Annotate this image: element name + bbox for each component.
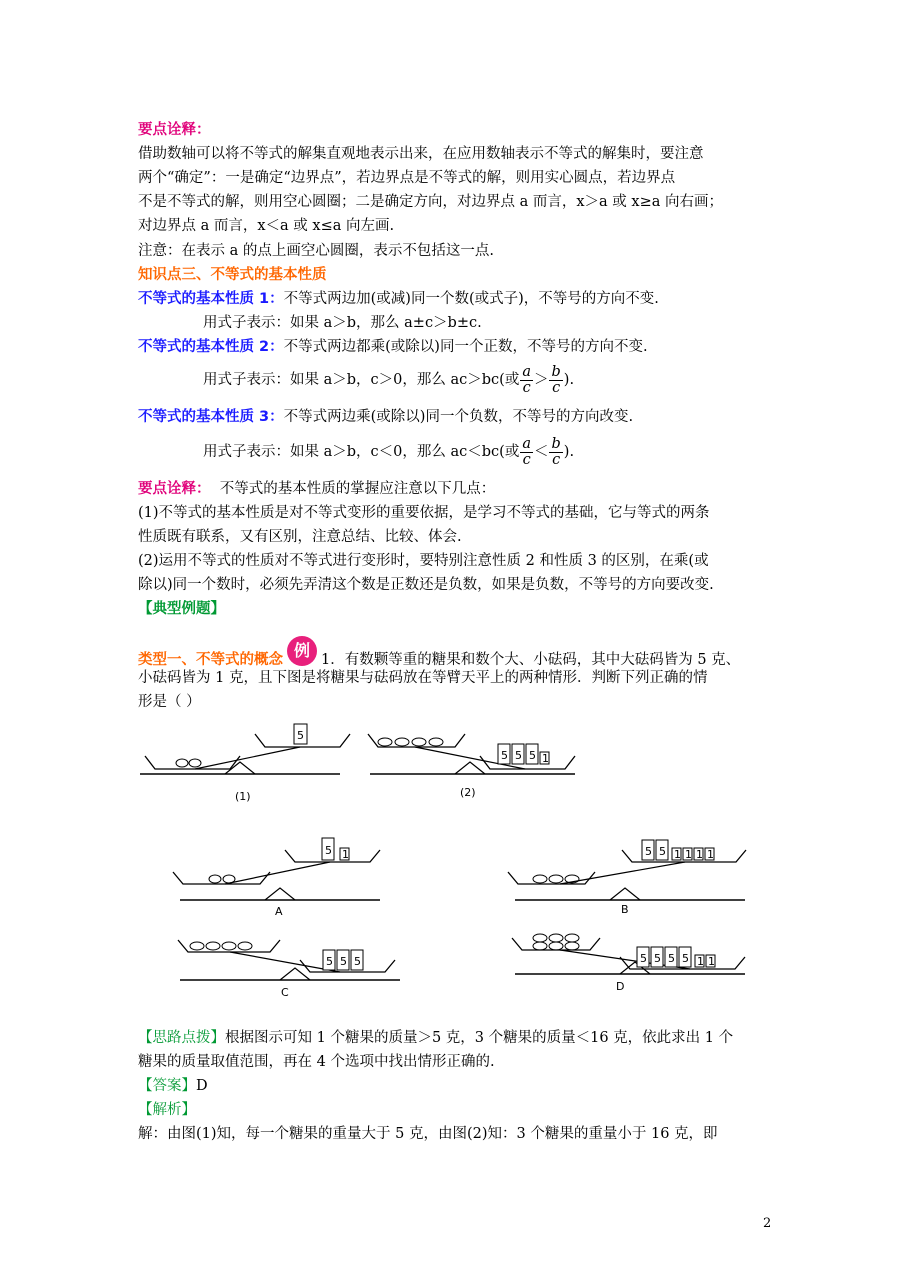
property-1: 不等式的基本性质 1：不等式两边加(或减)同一个数(或式子)，不等号的方向不变.: [138, 291, 659, 307]
text-line: 两个“确定”：一是确定“边界点”，若边界点是不等式的解，则用实心圆点，若边界点: [138, 170, 676, 186]
fraction-a-over-c: $\frac{a}{c}$: [522, 435, 531, 468]
property-1-expr: 用式子表示：如果 a＞b，那么 a±c＞b±c.: [203, 315, 482, 331]
option-b-balance: [508, 840, 746, 916]
text-line: 借助数轴可以将不等式的解集直观地表示出来，在应用数轴表示不等式的解集时，要注意: [138, 146, 704, 162]
text-line: (1)不等式的基本性质是对不等式变形的重要依据，是学习不等式的基础，它与等式的两条: [138, 505, 710, 521]
text-line: 除以)同一个数时，必须先弄清这个数是正数还是负数，如果是负数，不等号的方向要改变.: [138, 577, 714, 593]
candy-icon: [209, 875, 235, 883]
svg-text:5: 5: [659, 845, 666, 858]
candy-icon: [176, 759, 201, 767]
property-3-expr: 用式子表示：如果 a＞b，c＜0，那么 ac＜bc(或 $\frac{a}{c}$ ＜ $\frac{b}{c}$ ).: [203, 435, 575, 468]
svg-text:5: 5: [297, 729, 304, 742]
balance-figure: [140, 712, 780, 1032]
svg-text:5: 5: [354, 955, 361, 968]
note-2: 要点诠释： 不等式的基本性质的掌握应注意以下几点：: [138, 481, 496, 497]
svg-text:1: 1: [697, 955, 704, 968]
option-a-balance: [173, 838, 380, 918]
property-2-title: 不等式的基本性质 2：: [138, 339, 284, 355]
fraction-b-over-c: $\frac{b}{c}$: [551, 435, 561, 468]
note-title-2: 要点诠释：: [138, 481, 211, 497]
svg-text:5: 5: [682, 952, 689, 965]
svg-text:5: 5: [654, 952, 661, 965]
property-2-expr: 用式子表示：如果 a＞b，c＞0，那么 ac＞bc(或 $\frac{a}{c}$ ＞ $\frac{b}{c}$ ).: [203, 363, 575, 396]
svg-text:5: 5: [340, 955, 347, 968]
candy-icon: [533, 934, 579, 950]
svg-text:(1): (1): [235, 790, 251, 803]
svg-text:1: 1: [707, 848, 714, 861]
hint-label: 【思路点拨】: [138, 1030, 225, 1046]
candy-icon: [190, 942, 252, 950]
fraction-b-over-c: $\frac{b}{c}$: [551, 363, 561, 396]
property-3-title: 不等式的基本性质 3：: [138, 409, 284, 425]
text-line: (2)运用不等式的性质对不等式进行变形时，要特别注意性质 2 和性质 3 的区别，在乘(或: [138, 553, 709, 569]
svg-text:D: D: [616, 980, 625, 993]
page-number: 2: [763, 1216, 772, 1231]
text-line: 形是（ ）: [138, 694, 201, 710]
option-d-balance: [512, 934, 745, 993]
svg-text:1: 1: [708, 955, 715, 968]
svg-text:5: 5: [640, 952, 647, 965]
svg-text:1: 1: [685, 848, 692, 861]
property-3: 不等式的基本性质 3：不等式两边乘(或除以)同一个负数，不等号的方向改变.: [138, 409, 634, 425]
svg-text:(2): (2): [460, 786, 476, 799]
text-line: 注意：在表示 a 的点上画空心圆圈，表示不包括这一点.: [138, 243, 494, 259]
solution-line: 解：由图(1)知，每一个糖果的重量大于 5 克，由图(2)知：3 个糖果的重量小于 16 克，即: [138, 1126, 718, 1142]
balance-1: [140, 724, 350, 803]
example-badge: 例: [287, 636, 317, 666]
fraction-a-over-c: $\frac{a}{c}$: [522, 363, 531, 396]
question-1: 类型一、不等式的概念 例 1．有数颗等重的糖果和数个大、小砝码，其中大砝码皆为 5 克、: [138, 644, 740, 674]
svg-text:5: 5: [668, 952, 675, 965]
svg-text:5: 5: [325, 844, 332, 857]
svg-text:A: A: [275, 905, 283, 918]
svg-text:1: 1: [674, 848, 681, 861]
property-1-title: 不等式的基本性质 1：: [138, 291, 284, 307]
answer-label: 【答案】: [138, 1078, 196, 1094]
note-title-1: 要点诠释：: [138, 122, 211, 138]
text-line: 糖果的质量取值范围，再在 4 个选项中找出情形正确的.: [138, 1054, 495, 1070]
section-heading: 知识点三、不等式的基本性质: [138, 267, 327, 283]
svg-text:1: 1: [696, 848, 703, 861]
svg-text:5: 5: [645, 845, 652, 858]
text-line: 不是不等式的解，则用空心圆圈；二是确定方向，对边界点 a 而言，x＞a 或 x≥a 向右画；: [138, 194, 723, 210]
svg-text:C: C: [281, 986, 289, 999]
text-line: 性质既有联系，又有区别，注意总结、比较、体会.: [138, 529, 462, 545]
text-line: 对边界点 a 而言，x＜a 或 x≤a 向左画.: [138, 218, 395, 234]
svg-text:5: 5: [326, 955, 333, 968]
svg-text:5: 5: [529, 749, 536, 762]
svg-text:B: B: [621, 903, 629, 916]
svg-text:1: 1: [542, 752, 549, 765]
balance-2: [368, 734, 575, 799]
answer: 【答案】D: [138, 1078, 208, 1094]
text-line: 小砝码皆为 1 克，且下图是将糖果与砝码放在等臂天平上的两种情形．判断下列正确的情: [138, 670, 708, 686]
analysis-label: 【解析】: [138, 1102, 196, 1118]
property-2: 不等式的基本性质 2：不等式两边都乘(或除以)同一个正数，不等号的方向不变.: [138, 339, 648, 355]
option-c-balance: [178, 940, 400, 999]
candy-icon: [378, 738, 443, 746]
svg-text:5: 5: [515, 749, 522, 762]
type-heading: 类型一、不等式的概念: [138, 652, 283, 668]
hint: 【思路点拨】根据图示可知 1 个糖果的质量＞5 克，3 个糖果的质量＜16 克，依此求出 1 个: [138, 1030, 734, 1046]
examples-heading: 【典型例题】: [138, 601, 225, 617]
svg-text:1: 1: [342, 848, 349, 861]
svg-text:5: 5: [501, 749, 508, 762]
